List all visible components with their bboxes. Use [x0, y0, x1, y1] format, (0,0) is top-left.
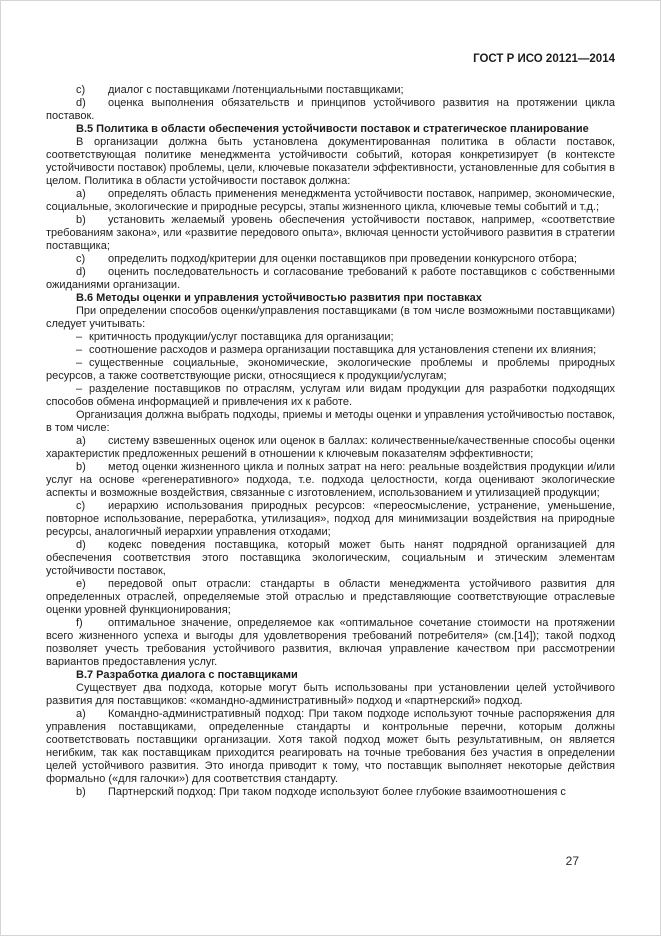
document-body: [46, 84, 615, 799]
list-item-text: определять область применения менеджмента устойчивости поставок, например, экономические, социальные, экологические и природные ресурсы, этапы жизненного цикла, ключевые темы событий и т.д.;: [46, 188, 615, 213]
list-item: [46, 435, 615, 461]
list-item-text: иерархию использования природных ресурсов: «переосмысление, устранение, уменьшение, повторное использование, переработка, утилизация», подход для минимизации воздействия на природные ресурсы, аналогичный иерархии управления отходами;: [46, 500, 615, 538]
list-item-text: метод оценки жизненного цикла и полных затрат на него: реальные воздействия продукции и/или услуг на основе «регенеративного» подхода, т.е. подхода целостности, когда оценивают экологические аспекты и возможные воздействия, связанные с изготовлением, использованием и утилизацией продукции;: [46, 461, 615, 499]
list-item-text: установить желаемый уровень обеспечения устойчивости поставок, например, «соответствие требованиям закона», или «развитие передового опыта», включая ценности устойчивого развития в стратегии поставщика;: [46, 214, 615, 252]
list-marker: d): [76, 539, 86, 551]
list-item: [46, 97, 615, 123]
list-marker: –: [76, 383, 83, 395]
list-marker: e): [76, 578, 86, 590]
list-item: [46, 266, 615, 292]
list-item-text: разделение поставщиков по отраслям, услугам или видам продукции для разработки подходящих способов обмена информацией и привлечения их к работе.: [46, 383, 615, 408]
list-marker: b): [76, 786, 86, 798]
list-item-text: диалог с поставщиками /потенциальными поставщиками;: [108, 84, 404, 96]
list-item: [46, 253, 615, 266]
list-marker: d): [76, 97, 86, 109]
section-heading: В.7 Разработка диалога с поставщиками: [76, 669, 298, 681]
list-item-text: определить подход/критерии для оценки поставщиков при проведении конкурсного отбора;: [108, 253, 577, 265]
paragraph: Существует два подхода, которые могут быть использованы при установлении целей устойчивого развития для поставщиков: «командно-административный» подход и «партнерский» подход.: [46, 682, 615, 707]
list-item: [46, 383, 615, 409]
list-item-text: оптимальное значение, определяемое как «оптимальное сочетание стоимости на протяжении всего жизненного успеха и выгоды для удовлетворения требований потребителя» (см.[14]); такой подход позволяет учесть требования устойчивого развития, включая управление качеством при рассмотрении вариантов предоставления услуг.: [46, 617, 615, 668]
list-item: [46, 214, 615, 253]
list-item: [46, 500, 615, 539]
list-marker: b): [76, 214, 86, 226]
list-item-text: соотношение расходов и размера организации поставщика для установления степени их влияния;: [89, 344, 597, 356]
list-marker: b): [76, 461, 86, 473]
list-item-text: критичность продукции/услуг поставщика для организации;: [89, 331, 394, 343]
list-marker: –: [76, 331, 83, 343]
paragraph: Организация должна выбрать подходы, приемы и методы оценки и управления устойчивостью поставок, в том числе:: [46, 409, 615, 434]
list-marker: f): [76, 617, 83, 629]
list-item: [46, 461, 615, 500]
list-item: [46, 344, 615, 357]
page-number: 27: [565, 854, 579, 868]
list-item-text: оценка выполнения обязательств и принципов устойчивого развития на протяжении цикла поставок.: [46, 97, 615, 122]
list-marker: –: [76, 344, 83, 356]
list-item: [46, 578, 615, 617]
list-marker: a): [76, 708, 86, 720]
list-item: [46, 617, 615, 669]
list-marker: c): [76, 500, 86, 512]
list-marker: c): [76, 253, 86, 265]
paragraph: При определении способов оценки/управления поставщиками (в том числе возможными поставщиками) следует учитывать:: [46, 305, 615, 330]
list-item: [46, 331, 615, 344]
list-marker: –: [76, 357, 83, 369]
list-marker: a): [76, 435, 86, 447]
list-item-text: оценить последовательность и согласование требований к работе поставщиков с собственными ожиданиями организации.: [46, 266, 615, 291]
list-item-text: существенные социальные, экономические, экологические проблемы и проблемы природных ресурсов, а также соответствующие риски, относящиеся к продукции/услугам;: [46, 357, 615, 382]
list-item-text: Командно-административный подход: При таком подходе используют точные распоряжения для управления поставщиками, определенные стандарты и контрольные перечни, которым должны соответствовать поставщики организации. Хотя такой подход может быть результативным, он является негибким, так как поставщикам приходится реагировать на точные требования без участия в определении целей устойчивого развития. Это иногда приводит к тому, что поставщик выполняет некоторые действия формально («для галочки») для соответствия стандарту.: [46, 708, 615, 785]
list-item-text: передовой опыт отрасли: стандарты в области менеджмента устойчивого развития для определенных отраслей, определяемые этой отраслью и представляющие соответствующие отраслевые оценки уровней функционирования;: [46, 578, 615, 616]
paragraph: В организации должна быть установлена документированная политика в области поставок, соответствующая политике менеджмента устойчивости событий, которая конкретизирует (в контексте устойчивости поставок) проблемы, цели, ключевые показатели эффективности, установленные для события в целом. Политика в области устойчивости поставок должна:: [46, 136, 615, 187]
section-heading: В.6 Методы оценки и управления устойчивостью развития при поставках: [76, 292, 482, 304]
list-item: [46, 708, 615, 786]
section-heading: В.5 Политика в области обеспечения устойчивости поставок и стратегическое планирование: [76, 123, 589, 135]
list-marker: c): [76, 84, 86, 96]
list-item: [46, 539, 615, 578]
running-header: ГОСТ Р ИСО 20121—2014: [473, 53, 615, 65]
list-marker: d): [76, 266, 86, 278]
list-item: [46, 188, 615, 214]
list-item: [46, 84, 615, 97]
list-item-text: кодекс поведения поставщика, который может быть нанят подрядной организацией для обеспечения соответствия этого поставщика экологическим, социальным и этическим элементам устойчивости поставок,: [46, 539, 615, 577]
list-marker: a): [76, 188, 86, 200]
list-item: [46, 786, 615, 799]
list-item: [46, 357, 615, 383]
list-item-text: Партнерский подход: При таком подходе используют более глубокие взаимоотношения с: [108, 786, 566, 798]
list-item-text: систему взвешенных оценок или оценок в баллах: количественные/качественные способы оценки характеристик предложенных решений в отношении к ключевым показателям эффективности;: [46, 435, 615, 460]
